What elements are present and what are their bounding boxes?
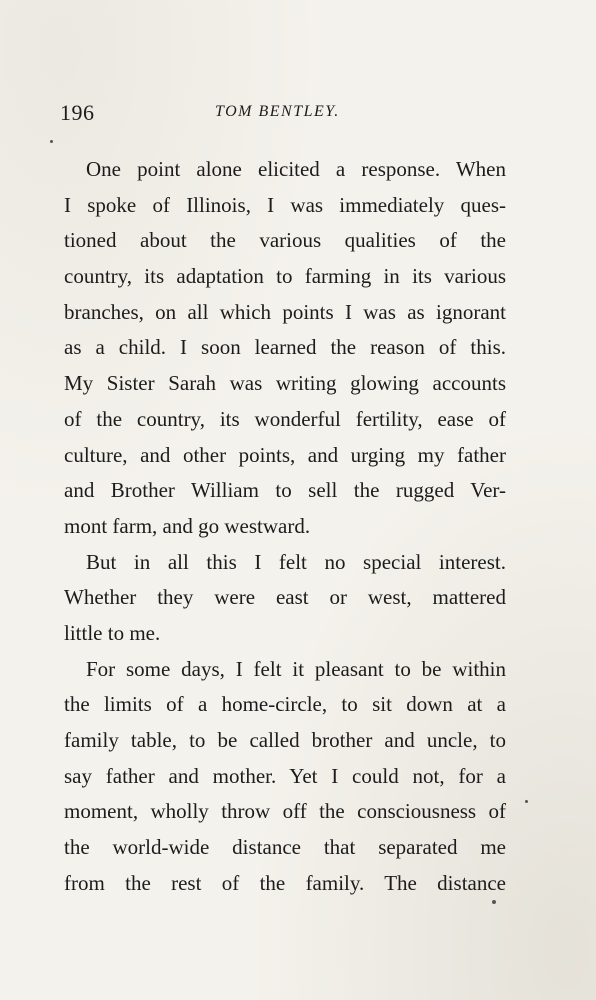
- paragraph: [64, 652, 506, 902]
- text-line: moment, wholly throw off the consciousness of: [64, 799, 506, 824]
- text-line: branches, on all which points I was as ignorant: [64, 299, 506, 324]
- text-line: One point alone elicited a response. When: [86, 157, 506, 181]
- ink-speck: [525, 800, 528, 803]
- paragraph: [64, 152, 506, 545]
- text-line: tioned about the various qualities of the: [64, 228, 506, 253]
- text-line: For some days, I felt it pleasant to be within: [86, 656, 506, 681]
- text-line: the limits of a home-circle, to sit down at a: [64, 692, 506, 717]
- text-line: mont farm, and go westward.: [64, 513, 311, 538]
- text-line: and Brother William to sell the rugged Ver-: [64, 478, 506, 503]
- text-line: from the rest of the family. The distance: [64, 870, 506, 895]
- text-line: the world-wide distance that separated me: [64, 835, 506, 860]
- text-line: Whether they were east or west, mattered: [64, 585, 506, 610]
- ink-speck: [492, 900, 496, 904]
- paragraph: [64, 545, 506, 652]
- body-text: [64, 152, 506, 901]
- text-line: I spoke of Illinois, I was immediately ques-: [64, 192, 506, 217]
- text-line: as a child. I soon learned the reason of this.: [64, 335, 506, 360]
- text-line: family table, to be called brother and uncle, to: [64, 728, 506, 752]
- page-number: 196: [60, 100, 95, 125]
- text-line: culture, and other points, and urging my father: [64, 442, 506, 467]
- running-title: TOM BENTLEY.: [215, 103, 340, 120]
- text-line: little to me.: [64, 620, 161, 645]
- page-header: [60, 100, 520, 130]
- text-line: of the country, its wonderful fertility, ease of: [64, 406, 506, 431]
- ink-speck: [50, 140, 53, 143]
- text-line: say father and mother. Yet I could not, for a: [64, 763, 506, 788]
- text-line: My Sister Sarah was writing glowing accounts: [64, 371, 506, 396]
- text-line: country, its adaptation to farming in its various: [64, 264, 506, 289]
- text-line: But in all this I felt no special interest.: [86, 549, 506, 574]
